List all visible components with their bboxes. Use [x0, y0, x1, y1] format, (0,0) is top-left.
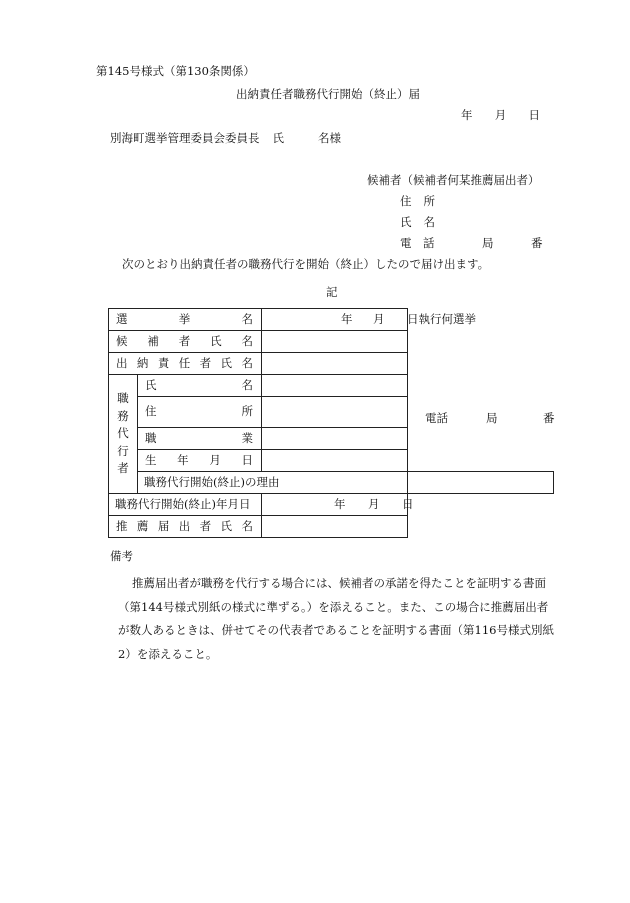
- label-char: 氏: [145, 377, 157, 392]
- value-treasurer[interactable]: [262, 353, 408, 375]
- phone-char: 電話: [425, 411, 448, 425]
- phone-char: 局: [486, 411, 498, 425]
- row-agent-job: [109, 428, 554, 450]
- recipient-honorific: 名様: [318, 131, 341, 145]
- date-year: 年: [461, 108, 473, 122]
- label-char: 名: [241, 518, 253, 533]
- label-char: 責: [157, 355, 170, 370]
- label-char: 職: [145, 430, 157, 445]
- label-char: 名: [241, 355, 253, 370]
- intro-text: 次のとおり出納責任者の職務代行を開始（終止）したので届け出ます。: [122, 257, 490, 271]
- label-char: 年: [177, 452, 189, 467]
- remarks-heading: 備考: [110, 549, 133, 563]
- label-treasurer: [116, 355, 253, 370]
- row-candidate: [109, 331, 554, 353]
- label-char: 候: [116, 333, 128, 348]
- row-date: [109, 494, 554, 516]
- vertical-char: 務: [117, 408, 129, 423]
- date-month: 月: [494, 108, 507, 122]
- value-agent-job[interactable]: [262, 428, 408, 450]
- value-char: 月: [373, 311, 385, 326]
- label-reason: 職務代行開始(終止)の理由: [144, 474, 280, 489]
- applicant-phone-char: 局: [482, 236, 494, 250]
- label-char: 所: [241, 404, 253, 419]
- applicant-heading: 候補者（候補者何某推薦届出者）: [367, 173, 540, 187]
- label-char: 名: [241, 377, 253, 392]
- applicant-name: [400, 217, 435, 229]
- remarks-text: 推薦届出者が職務を代行する場合には、候補者の承諾を得たことを証明する書面（第144号様式別紙の様式に準ずる。）を添えること。また、この場合に推薦届出者が数人あるときは、併せてその代表者であることを証明する書面（第116号様式別紙2）を添えること。: [118, 576, 554, 661]
- value-char: 年: [341, 311, 353, 326]
- value-char: 日: [402, 496, 414, 511]
- label-char: 推: [116, 518, 128, 533]
- value-election[interactable]: [262, 309, 476, 331]
- label-election: [116, 311, 253, 326]
- row-treasurer: [109, 353, 554, 375]
- applicant-phone-char: 電: [400, 236, 412, 250]
- label-agent-name: [145, 377, 253, 392]
- applicant-phone: [400, 238, 542, 250]
- label-char: 名: [241, 333, 253, 348]
- label-char: 出: [116, 355, 128, 370]
- vertical-char: 行: [117, 443, 129, 458]
- value-nominator[interactable]: [262, 516, 408, 538]
- row-agent-address: [109, 397, 554, 428]
- date-line: [461, 110, 540, 122]
- label-date: 職務代行開始(終止)年月日: [115, 496, 251, 511]
- label-char: 月: [209, 452, 221, 467]
- row-election: [109, 309, 554, 331]
- notification-table: [108, 308, 554, 538]
- label-nominator: [116, 518, 253, 533]
- label-char: 日: [241, 452, 253, 467]
- value-date[interactable]: [262, 494, 414, 516]
- row-agent-name: [109, 375, 554, 397]
- label-char: 補: [147, 333, 159, 348]
- applicant-phone-char: 番: [531, 236, 543, 250]
- label-char: 納: [136, 355, 149, 370]
- applicant-address: [400, 196, 435, 208]
- label-agent-vertical: [109, 375, 138, 494]
- label-char: 住: [145, 404, 157, 419]
- label-char: 出: [178, 518, 191, 533]
- value-agent-name[interactable]: [262, 375, 408, 397]
- row-agent-birth: [109, 450, 554, 472]
- remarks-body: [118, 572, 558, 666]
- label-char: 氏: [220, 518, 233, 533]
- vertical-char: 代: [117, 426, 129, 441]
- label-char: 挙: [178, 311, 191, 326]
- row-reason: [109, 472, 554, 494]
- label-char: 薦: [136, 518, 149, 533]
- recipient-title: 別海町選挙管理委員会委員長: [110, 131, 260, 145]
- row-nominator: [109, 516, 554, 538]
- label-agent-birth: [145, 452, 253, 467]
- label-char: 者: [199, 355, 212, 370]
- value-reason[interactable]: [408, 472, 554, 494]
- phone-char: 番: [543, 411, 555, 425]
- applicant-name-char: 名: [423, 215, 435, 229]
- value-agent-address[interactable]: [262, 397, 555, 428]
- applicant-name-char: 氏: [400, 215, 412, 229]
- value-candidate[interactable]: [262, 331, 408, 353]
- value-agent-birth[interactable]: [262, 450, 408, 472]
- applicant-address-char: 住: [400, 194, 412, 208]
- recipient-surname: 氏: [272, 131, 284, 145]
- label-agent-job: [145, 430, 253, 445]
- vertical-char: 者: [117, 461, 129, 476]
- form-number: 第145号様式（第130条関係）: [96, 64, 255, 78]
- label-candidate: [116, 333, 253, 348]
- value-char: 年: [334, 496, 346, 511]
- label-char: 者: [199, 518, 212, 533]
- label-char: 任: [178, 355, 191, 370]
- applicant-address-char: 所: [423, 194, 435, 208]
- label-char: 氏: [210, 333, 222, 348]
- label-char: 名: [241, 311, 253, 326]
- recipient: [110, 133, 341, 145]
- applicant-phone-char: 話: [423, 236, 435, 250]
- label-char: 選: [116, 311, 128, 326]
- value-char: 日執行何選挙: [407, 311, 476, 326]
- ki-heading: 記: [326, 285, 338, 299]
- document-title: 出納責任者職務代行開始（終止）届: [236, 87, 420, 101]
- label-char: 届: [157, 518, 170, 533]
- label-agent-address: [145, 406, 253, 418]
- label-char: 者: [178, 333, 191, 348]
- label-char: 生: [145, 452, 157, 467]
- label-char: 氏: [220, 355, 233, 370]
- value-char: 月: [368, 496, 380, 511]
- label-char: 業: [241, 430, 253, 445]
- vertical-char: 職: [117, 391, 129, 406]
- date-day: 日: [528, 108, 540, 122]
